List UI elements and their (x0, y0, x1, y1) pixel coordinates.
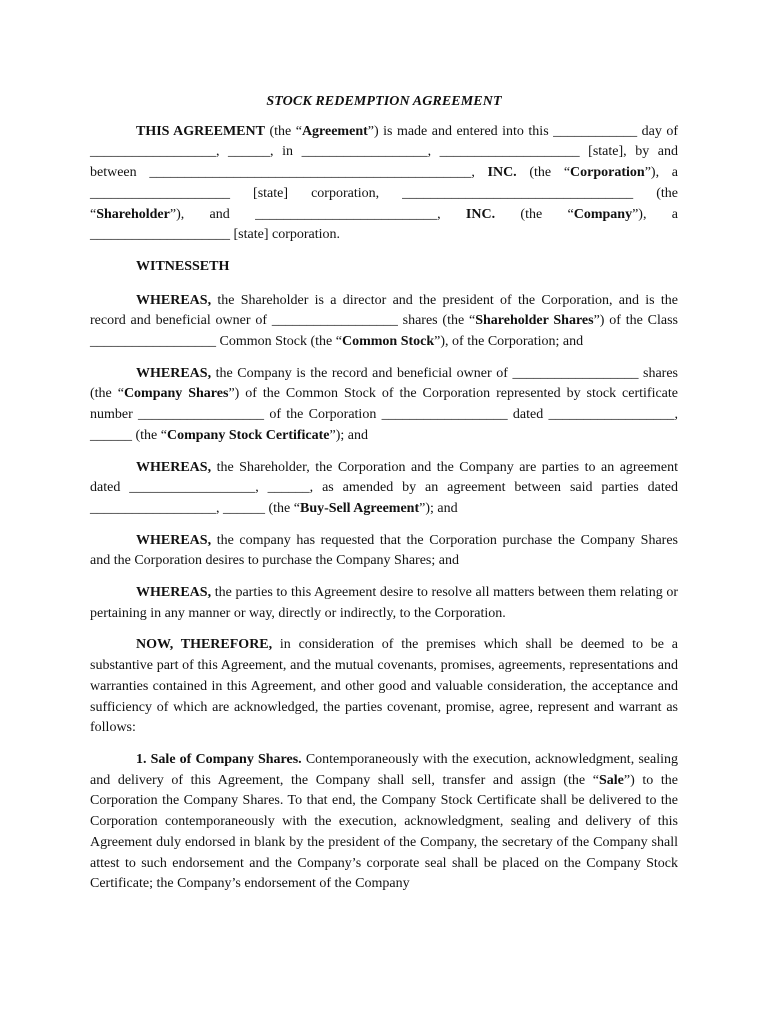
intro-text-5: ”), and __________________________, (169, 206, 466, 222)
intro-text-7: ”), a ____________________ [state] corporation. (90, 206, 679, 243)
intro-lead: THIS AGREEMENT (136, 123, 265, 139)
intro-text-2: ”) is made and entered into this ____________ day of __________________, ______, in __________________, ____________________ [state], by and between ______________________________________________, (90, 123, 678, 181)
whereas-lead: WHEREAS, (136, 532, 212, 548)
whereas-lead: WHEREAS, (136, 365, 212, 381)
intro-text-3: (the “ (516, 165, 571, 181)
whereas-2-text-1: the Company is the record and beneficial owner of __________________ shares (the “ (90, 365, 678, 402)
whereas-1-text-1: the Shareholder is a director and the president of the Corporation, and is the record and beneficial owner of __________________ shares (the “ (90, 292, 678, 329)
corporation-inc: INC. (487, 165, 517, 181)
defined-term-sale: Sale (598, 772, 624, 788)
defined-term-common-stock: Common Stock (342, 334, 435, 350)
whereas-2-text-3: ”); and (329, 427, 368, 443)
whereas-3-text-1: the Shareholder, the Corporation and the Company are parties to an agreement dated __________________, ______, as amended by an agreement between said parties dated __________________, ______ (the “ (90, 459, 678, 516)
whereas-1-text-3: ”), of the Corporation; and (434, 334, 584, 350)
whereas-2-text-2: ”) of the Common Stock of the Corporation represented by stock certificate number __________________ of the Corporation __________________ dated __________________, ______ (the “ (90, 386, 678, 443)
now-therefore-lead: NOW, THEREFORE, (136, 637, 273, 653)
whereas-paragraph-4 (90, 531, 678, 572)
now-therefore-text: in consideration of the premises which shall be deemed to be a substantive part of this Agreement, and the mutual covenants, promises, agreements, representations and warranties contained in this Agreement, and other good and valuable consideration, the acceptance and sufficiency of which are acknowledged, the parties covenant, promise, agree, represent and warrant as follows: (90, 637, 678, 736)
whereas-paragraph-2 (90, 364, 678, 447)
whereas-paragraph-5 (90, 583, 678, 624)
defined-term-shareholder: Shareholder (96, 206, 170, 222)
section-1-paragraph (90, 750, 678, 895)
section-1-text-1: Contemporaneously with the execution, acknowledgment, sealing and delivery of this Agreement, the Company shall sell, transfer and assign (the “ (90, 751, 678, 788)
whereas-5-text-1: the parties to this Agreement desire to resolve all matters between them relating or pertaining in any manner or way, directly or indirectly, to the Corporation. (90, 585, 678, 621)
whereas-lead: WHEREAS, (136, 292, 212, 308)
defined-term-agreement: Agreement (301, 123, 368, 139)
defined-term-shareholder-shares: Shareholder Shares (475, 313, 594, 329)
whereas-1-text-2: ”) of the Class __________________ Common Stock (the “ (90, 313, 678, 350)
defined-term-buy-sell-agreement: Buy-Sell Agreement (299, 500, 420, 516)
witnesseth-heading: WITNESSETH (136, 258, 230, 274)
defined-term-company-shares: Company Shares (123, 386, 229, 402)
intro-text-6: (the “ (495, 206, 574, 222)
whereas-lead: WHEREAS, (136, 459, 212, 475)
intro-text-4: ”), a ____________________ [state] corporation, _________________________________ (the “ (90, 165, 678, 222)
whereas-4-text-1: the company has requested that the Corporation purchase the Company Shares and the Corporation desires to purchase the Company Shares; and (90, 532, 678, 569)
section-1-heading: 1. Sale of Company Shares. (136, 751, 302, 767)
defined-term-company: Company (573, 206, 633, 222)
document-page (90, 92, 678, 906)
now-therefore-paragraph (90, 635, 678, 739)
intro-text-1: (the “ (264, 123, 302, 139)
document-title: STOCK REDEMPTION AGREEMENT (266, 94, 502, 109)
whereas-paragraph-3 (90, 458, 678, 520)
whereas-3-text-2: ”); and (419, 500, 458, 516)
section-1-text-2: ”) to the Corporation the Company Shares. To that end, the Company Stock Certificate shall be delivered to the Corporation contemporaneously with the execution, acknowledgment, sealing and delivery of this Agreement duly endorsed in blank by the president of the Company, the secretary of the Company shall attest to such endorsement and the Company’s corporate seal shall be placed on the Company Stock Certificate; the Company’s endorsement of the Company (90, 772, 678, 892)
whereas-paragraph-1 (90, 291, 678, 353)
defined-term-corporation: Corporation (570, 165, 645, 181)
intro-paragraph (90, 122, 678, 246)
company-inc: INC. (465, 206, 496, 222)
whereas-lead: WHEREAS, (136, 585, 212, 601)
defined-term-company-stock-certificate: Company Stock Certificate (166, 427, 330, 443)
